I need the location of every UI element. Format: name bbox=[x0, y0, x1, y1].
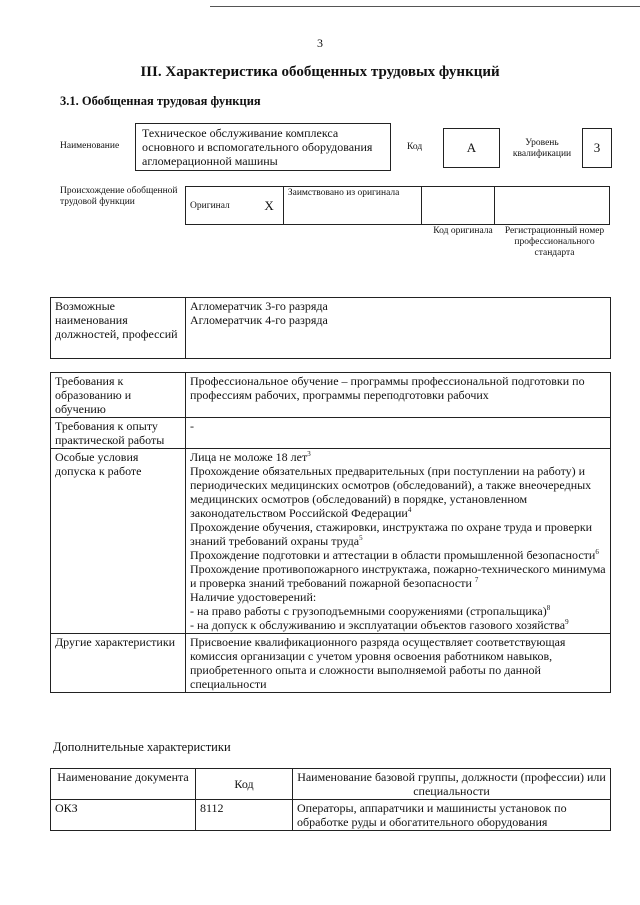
code-original-cell bbox=[422, 187, 495, 225]
table-row bbox=[51, 800, 611, 831]
subsection-title: 3.1. Обобщенная трудовая функция bbox=[60, 94, 261, 108]
requirements-table bbox=[50, 372, 611, 693]
special-item: Прохождение обучения, стажировки, инструктажа по охране труда и проверки знаний требований охраны труда$^5$ bbox=[190, 520, 593, 548]
level-label: Уровень квалификации bbox=[512, 138, 572, 159]
page-number: 3 bbox=[317, 36, 323, 50]
cell-group: Операторы, аппаратчики и машинисты установок по обработке руды и обогатительного оборудования bbox=[293, 800, 611, 831]
education-label: Требования к образованию и обучению bbox=[51, 373, 186, 418]
experience-value: - bbox=[186, 418, 611, 449]
col-header-group: Наименование базовой группы, должности (профессии) или специальности bbox=[293, 769, 611, 800]
cell-code: 8112 bbox=[196, 800, 293, 831]
special-item: - на допуск к обслуживанию и эксплуатации объектов газового хозяйства$^9$ bbox=[190, 618, 569, 632]
other-label: Другие характеристики bbox=[51, 634, 186, 693]
col-header-code: Код bbox=[196, 769, 293, 800]
positions-label: Возможные наименования должностей, профессий bbox=[51, 298, 186, 359]
col-header-document: Наименование документа bbox=[51, 769, 196, 800]
other-value: Присвоение квалификационного разряда осуществляет соответствующая комиссия организации с учетом уровня освоения работником навыков, приобретенного опыта и сложности выполняемой работы по данной специальности bbox=[186, 634, 611, 693]
special-item: Наличие удостоверений: bbox=[190, 590, 317, 604]
experience-label: Требования к опыту практической работы bbox=[51, 418, 186, 449]
reg-number-label: Регистрационный номер профессионального стандарта bbox=[504, 226, 605, 258]
special-item: Прохождение противопожарного инструктажа, пожарно-технического минимума и проверка знаний требований пожарной безопасности $^7$ bbox=[190, 562, 606, 590]
position-item: Агломератчик 4-го разряда bbox=[190, 313, 328, 327]
positions-values bbox=[186, 298, 611, 359]
special-item: Прохождение обязательных предварительных (при поступлении на работу) и периодических медицинских осмотров (обследований), а также внеочередных медицинских осмотров (обследований) в порядке, установленном законодательством Российской Федерации$^4$ bbox=[190, 464, 592, 520]
position-item: Агломератчик 3-го разряда bbox=[190, 299, 328, 313]
origin-table bbox=[185, 186, 610, 225]
special-values bbox=[186, 449, 611, 634]
reg-number-cell bbox=[494, 187, 609, 225]
special-item: Прохождение подготовки и аттестации в области промышленной безопасности$^6$ bbox=[190, 548, 599, 562]
original-mark: Х bbox=[255, 187, 283, 225]
education-value: Профессиональное обучение – программы профессиональной подготовки по профессиям рабочих, программы переподготовки рабочих bbox=[186, 373, 611, 418]
code-label: Код bbox=[407, 142, 423, 152]
section-title: III. Характеристика обобщенных трудовых функций bbox=[140, 64, 500, 80]
positions-table bbox=[50, 297, 611, 359]
special-item: Лица не моложе 18 лет$^3$ bbox=[190, 450, 311, 464]
additional-table bbox=[50, 768, 611, 831]
original-label: Оригинал bbox=[186, 187, 256, 225]
code-value: А bbox=[443, 128, 500, 168]
cell-document: ОКЗ bbox=[51, 800, 196, 831]
special-label: Особые условия допуска к работе bbox=[51, 449, 186, 634]
level-value: 3 bbox=[582, 128, 612, 168]
additional-title: Дополнительные характеристики bbox=[53, 740, 231, 754]
origin-label: Происхождение обобщенной трудовой функции bbox=[60, 186, 178, 207]
code-original-label: Код оригинала bbox=[433, 226, 493, 236]
top-border-line bbox=[210, 6, 640, 7]
name-value: Техническое обслуживание комплекса основного и вспомогательного оборудования агломерационной машины bbox=[135, 123, 391, 171]
name-label: Наименование bbox=[60, 141, 120, 151]
borrowed-label: Заимствовано из оригинала bbox=[283, 187, 421, 225]
special-item: - на право работы с грузоподъемными сооружениями (стропальщика)$^8$ bbox=[190, 604, 551, 618]
